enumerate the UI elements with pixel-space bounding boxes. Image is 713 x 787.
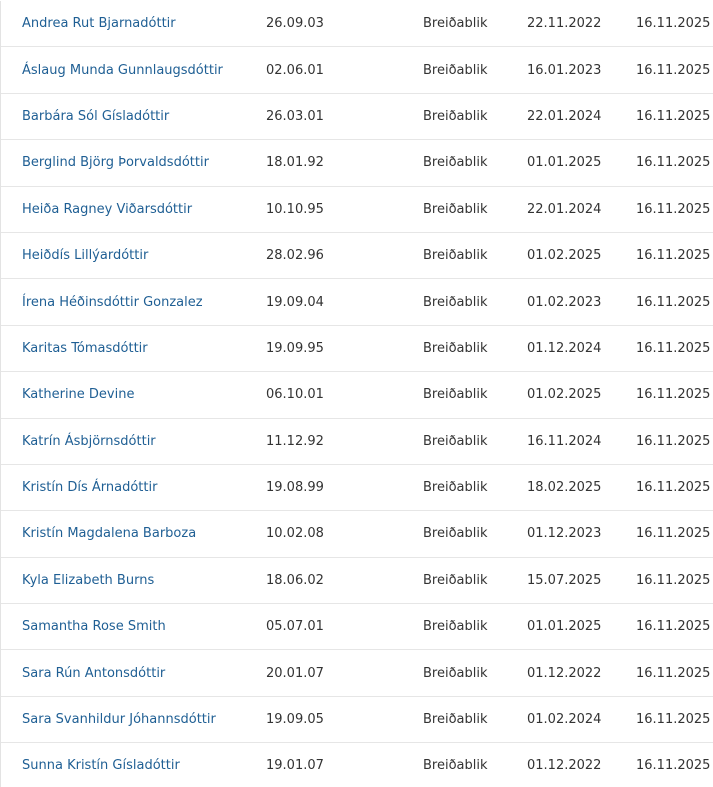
player-contracts-table xyxy=(0,1,713,787)
contract-end-date: 16.11.2025 xyxy=(636,619,711,635)
contract-start-date: 01.02.2025 xyxy=(527,248,602,264)
club-name: Breiðablik xyxy=(423,248,488,264)
contract-end-date: 16.11.2025 xyxy=(636,248,711,264)
birth-date: 05.07.01 xyxy=(266,619,324,635)
contract-start-date: 01.02.2025 xyxy=(527,387,602,403)
player-name-link[interactable]: Sara Rún Antonsdóttir xyxy=(22,665,166,681)
table-row xyxy=(1,465,713,511)
contract-end-date: 16.11.2025 xyxy=(636,201,711,217)
club-name: Breiðablik xyxy=(423,201,488,217)
table-row xyxy=(1,650,713,696)
player-name-link[interactable]: Sara Svanhildur Jóhannsdóttir xyxy=(22,712,216,728)
birth-date: 02.06.01 xyxy=(266,62,324,78)
table-row xyxy=(1,233,713,279)
player-name-link[interactable]: Karitas Tómasdóttir xyxy=(22,340,148,356)
contract-start-date: 22.01.2024 xyxy=(527,201,602,217)
contract-end-date: 16.11.2025 xyxy=(636,526,711,542)
birth-date: 18.01.92 xyxy=(266,155,324,171)
birth-date: 19.09.95 xyxy=(266,340,324,356)
player-name-link[interactable]: Sunna Kristín Gísladóttir xyxy=(22,758,180,774)
contract-start-date: 01.12.2023 xyxy=(527,526,602,542)
contract-end-date: 16.11.2025 xyxy=(636,758,711,774)
player-name-link[interactable]: Katrín Ásbjörnsdóttir xyxy=(22,433,156,449)
player-name-link[interactable]: Katherine Devine xyxy=(22,387,135,403)
player-name-link[interactable]: Kristín Dís Árnadóttir xyxy=(22,480,158,496)
table-row xyxy=(1,511,713,557)
birth-date: 19.08.99 xyxy=(266,480,324,496)
contract-end-date: 16.11.2025 xyxy=(636,387,711,403)
contract-start-date: 01.12.2024 xyxy=(527,340,602,356)
contract-start-date: 18.02.2025 xyxy=(527,480,602,496)
club-name: Breiðablik xyxy=(423,480,488,496)
table-row xyxy=(1,604,713,650)
club-name: Breiðablik xyxy=(423,387,488,403)
contract-end-date: 16.11.2025 xyxy=(636,62,711,78)
player-name-link[interactable]: Áslaug Munda Gunnlaugsdóttir xyxy=(22,62,223,78)
birth-date: 20.01.07 xyxy=(266,665,324,681)
player-name-link[interactable]: Heiða Ragney Viðarsdóttir xyxy=(22,201,193,217)
birth-date: 10.02.08 xyxy=(266,526,324,542)
contract-end-date: 16.11.2025 xyxy=(636,340,711,356)
contract-start-date: 01.12.2022 xyxy=(527,758,602,774)
birth-date: 11.12.92 xyxy=(266,433,324,449)
table-row xyxy=(1,372,713,418)
contract-start-date: 22.01.2024 xyxy=(527,108,602,124)
birth-date: 19.09.05 xyxy=(266,712,324,728)
table-row xyxy=(1,187,713,233)
club-name: Breiðablik xyxy=(423,62,488,78)
club-name: Breiðablik xyxy=(423,712,488,728)
player-name-link[interactable]: Barbára Sól Gísladóttir xyxy=(22,108,170,124)
birth-date: 18.06.02 xyxy=(266,572,324,588)
player-name-link[interactable]: Írena Héðinsdóttir Gonzalez xyxy=(22,294,203,310)
club-name: Breiðablik xyxy=(423,758,488,774)
birth-date: 26.09.03 xyxy=(266,16,324,32)
birth-date: 10.10.95 xyxy=(266,201,324,217)
contract-end-date: 16.11.2025 xyxy=(636,155,711,171)
table-row xyxy=(1,94,713,140)
club-name: Breiðablik xyxy=(423,294,488,310)
contract-end-date: 16.11.2025 xyxy=(636,108,711,124)
table-row xyxy=(1,47,713,93)
player-name-link[interactable]: Andrea Rut Bjarnadóttir xyxy=(22,16,176,32)
contract-start-date: 15.07.2025 xyxy=(527,572,602,588)
contract-end-date: 16.11.2025 xyxy=(636,433,711,449)
club-name: Breiðablik xyxy=(423,619,488,635)
player-name-link[interactable]: Kyla Elizabeth Burns xyxy=(22,572,155,588)
contract-start-date: 01.02.2023 xyxy=(527,294,602,310)
table-row xyxy=(1,558,713,604)
contract-end-date: 16.11.2025 xyxy=(636,16,711,32)
birth-date: 19.09.04 xyxy=(266,294,324,310)
club-name: Breiðablik xyxy=(423,526,488,542)
club-name: Breiðablik xyxy=(423,572,488,588)
contract-start-date: 01.01.2025 xyxy=(527,155,602,171)
contract-end-date: 16.11.2025 xyxy=(636,572,711,588)
contract-end-date: 16.11.2025 xyxy=(636,480,711,496)
birth-date: 19.01.07 xyxy=(266,758,324,774)
player-name-link[interactable]: Kristín Magdalena Barboza xyxy=(22,526,197,542)
birth-date: 26.03.01 xyxy=(266,108,324,124)
contract-start-date: 01.02.2024 xyxy=(527,712,602,728)
club-name: Breiðablik xyxy=(423,340,488,356)
contract-start-date: 16.01.2023 xyxy=(527,62,602,78)
contract-end-date: 16.11.2025 xyxy=(636,294,711,310)
table-row xyxy=(1,419,713,465)
club-name: Breiðablik xyxy=(423,16,488,32)
table-row xyxy=(1,279,713,325)
table-row xyxy=(1,697,713,743)
player-name-link[interactable]: Berglind Björg Þorvaldsdóttir xyxy=(22,155,209,171)
table-row xyxy=(1,326,713,372)
contract-start-date: 22.11.2022 xyxy=(527,16,602,32)
club-name: Breiðablik xyxy=(423,433,488,449)
table-row xyxy=(1,140,713,186)
player-name-link[interactable]: Heiðdís Lillýardóttir xyxy=(22,248,149,264)
table-row xyxy=(1,743,713,787)
contract-start-date: 01.01.2025 xyxy=(527,619,602,635)
contract-end-date: 16.11.2025 xyxy=(636,712,711,728)
birth-date: 28.02.96 xyxy=(266,248,324,264)
contract-start-date: 16.11.2024 xyxy=(527,433,602,449)
table-row xyxy=(1,1,713,47)
contract-start-date: 01.12.2022 xyxy=(527,665,602,681)
birth-date: 06.10.01 xyxy=(266,387,324,403)
player-name-link[interactable]: Samantha Rose Smith xyxy=(22,619,166,635)
club-name: Breiðablik xyxy=(423,155,488,171)
club-name: Breiðablik xyxy=(423,665,488,681)
contract-end-date: 16.11.2025 xyxy=(636,665,711,681)
club-name: Breiðablik xyxy=(423,108,488,124)
